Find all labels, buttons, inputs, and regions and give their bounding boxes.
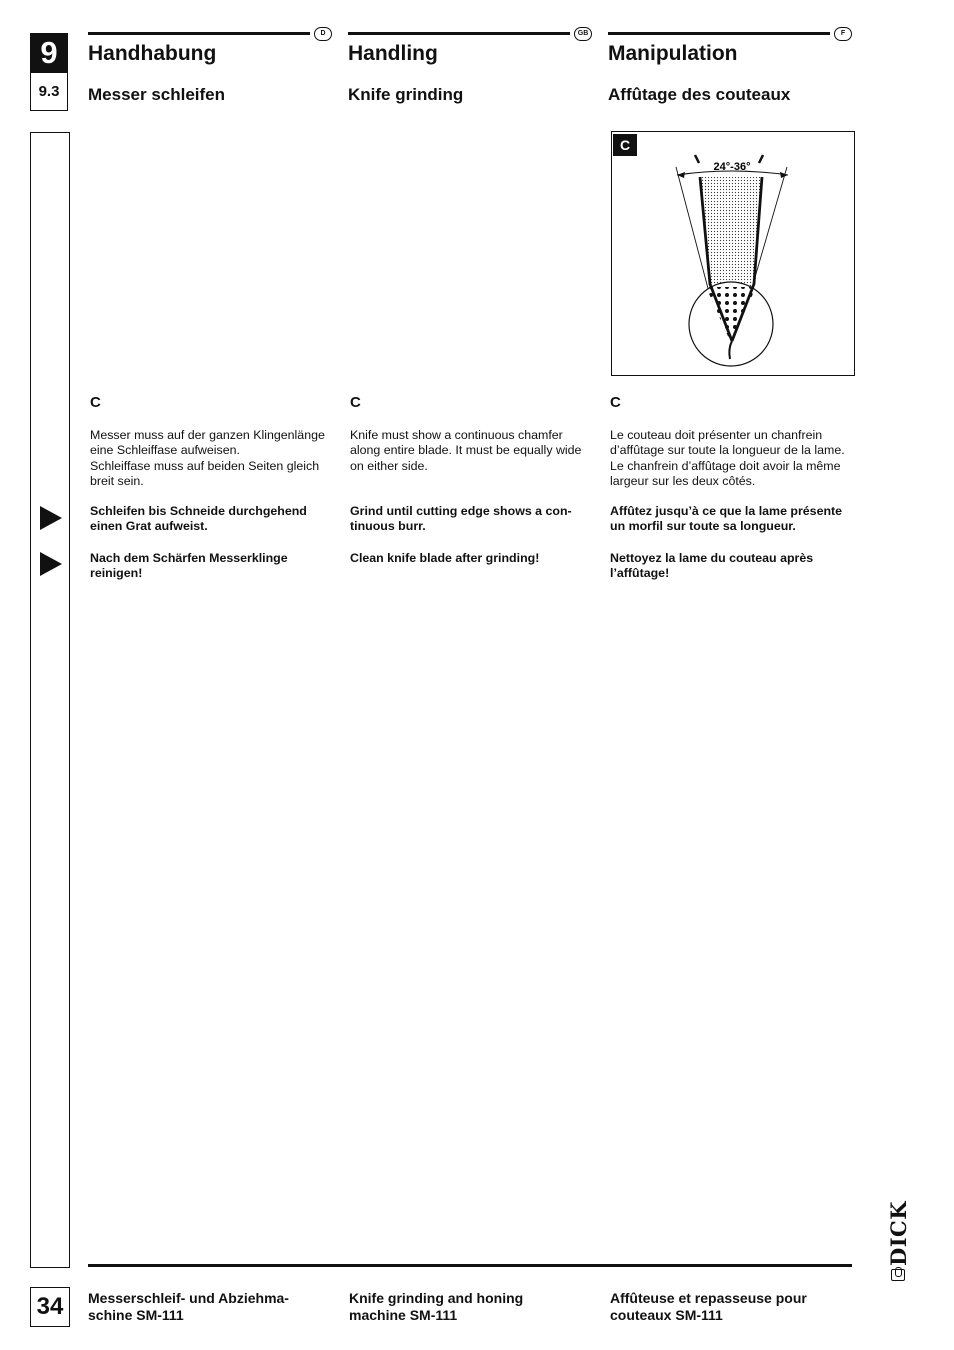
paragraph-gb: Knife must show a continuous chamfer along entire blade. It must be equally wide on either side. [350,428,582,473]
instruction-clean-de: Nach dem Schärfen Messerklinge reinigen! [90,551,288,581]
footer-text-de: Messerschleif- und Abziehma- schine SM-111 [88,1290,289,1323]
title-gb: Handling [348,42,438,65]
header-rule-fr [608,32,830,35]
header-rule-de [88,32,310,35]
footer-text-gb: Knife grinding and honing machine SM-111 [349,1290,524,1323]
paragraph-fr: Le couteau doit présenter un chanfrein d’affûtage sur toute la longueur de la lame. Le chanfrein d’affûtage doit avoir la même largeur sur les deux côtés. [610,428,845,488]
text-label-fr: C [610,394,621,411]
dick-logo [885,1201,911,1281]
knife-edge-diagram [611,131,855,376]
page-number: 34 [30,1287,70,1327]
arrow-right-icon [40,506,62,530]
dick-logo-icon [891,1269,905,1281]
paragraph-de: Messer muss auf der ganzen Klingenlänge eine Schleiffase aufweisen. Schleiffase muss auf beiden Seiten gleich breit sein. [90,428,325,488]
angle-label: 24°-36° [713,161,751,173]
instruction-clean-fr: Nettoyez la lame du couteau après l’affûtage! [610,551,814,581]
footer-text-fr: Affûteuse et repasseuse pour couteaux SM-111 [610,1290,807,1323]
instruction-grind-de: Schleifen bis Schneide durchgehend einen Grat aufweist. [90,504,307,534]
lang-badge-de: D [314,27,332,41]
subtitle-gb: Knife grinding [348,85,464,104]
title-de: Handhabung [88,42,217,65]
lang-badge-fr: F [834,27,852,41]
logo-text: DICK [885,1201,911,1266]
text-label-gb: C [350,394,361,411]
section-number: 9.3 [30,73,68,111]
instruction-grind-gb: Grind until cutting edge shows a con- tinuous burr. [350,504,572,534]
title-fr: Manipulation [608,42,738,65]
arrow-right-icon [40,552,62,576]
subtitle-fr: Affûtage des couteaux [608,85,791,104]
header-rule-gb [348,32,570,35]
figure-label: C [613,134,637,156]
instruction-clean-gb: Clean knife blade after grinding! [350,551,540,565]
text-label-de: C [90,394,101,411]
instruction-grind-fr: Affûtez jusqu’à ce que la lame présente un morfil sur toute sa longueur. [610,504,843,534]
subtitle-de: Messer schleifen [88,85,226,104]
footer-rule [88,1264,852,1267]
lang-badge-gb: GB [574,27,592,41]
margin-bar [30,132,70,1268]
chapter-number: 9 [30,33,68,73]
